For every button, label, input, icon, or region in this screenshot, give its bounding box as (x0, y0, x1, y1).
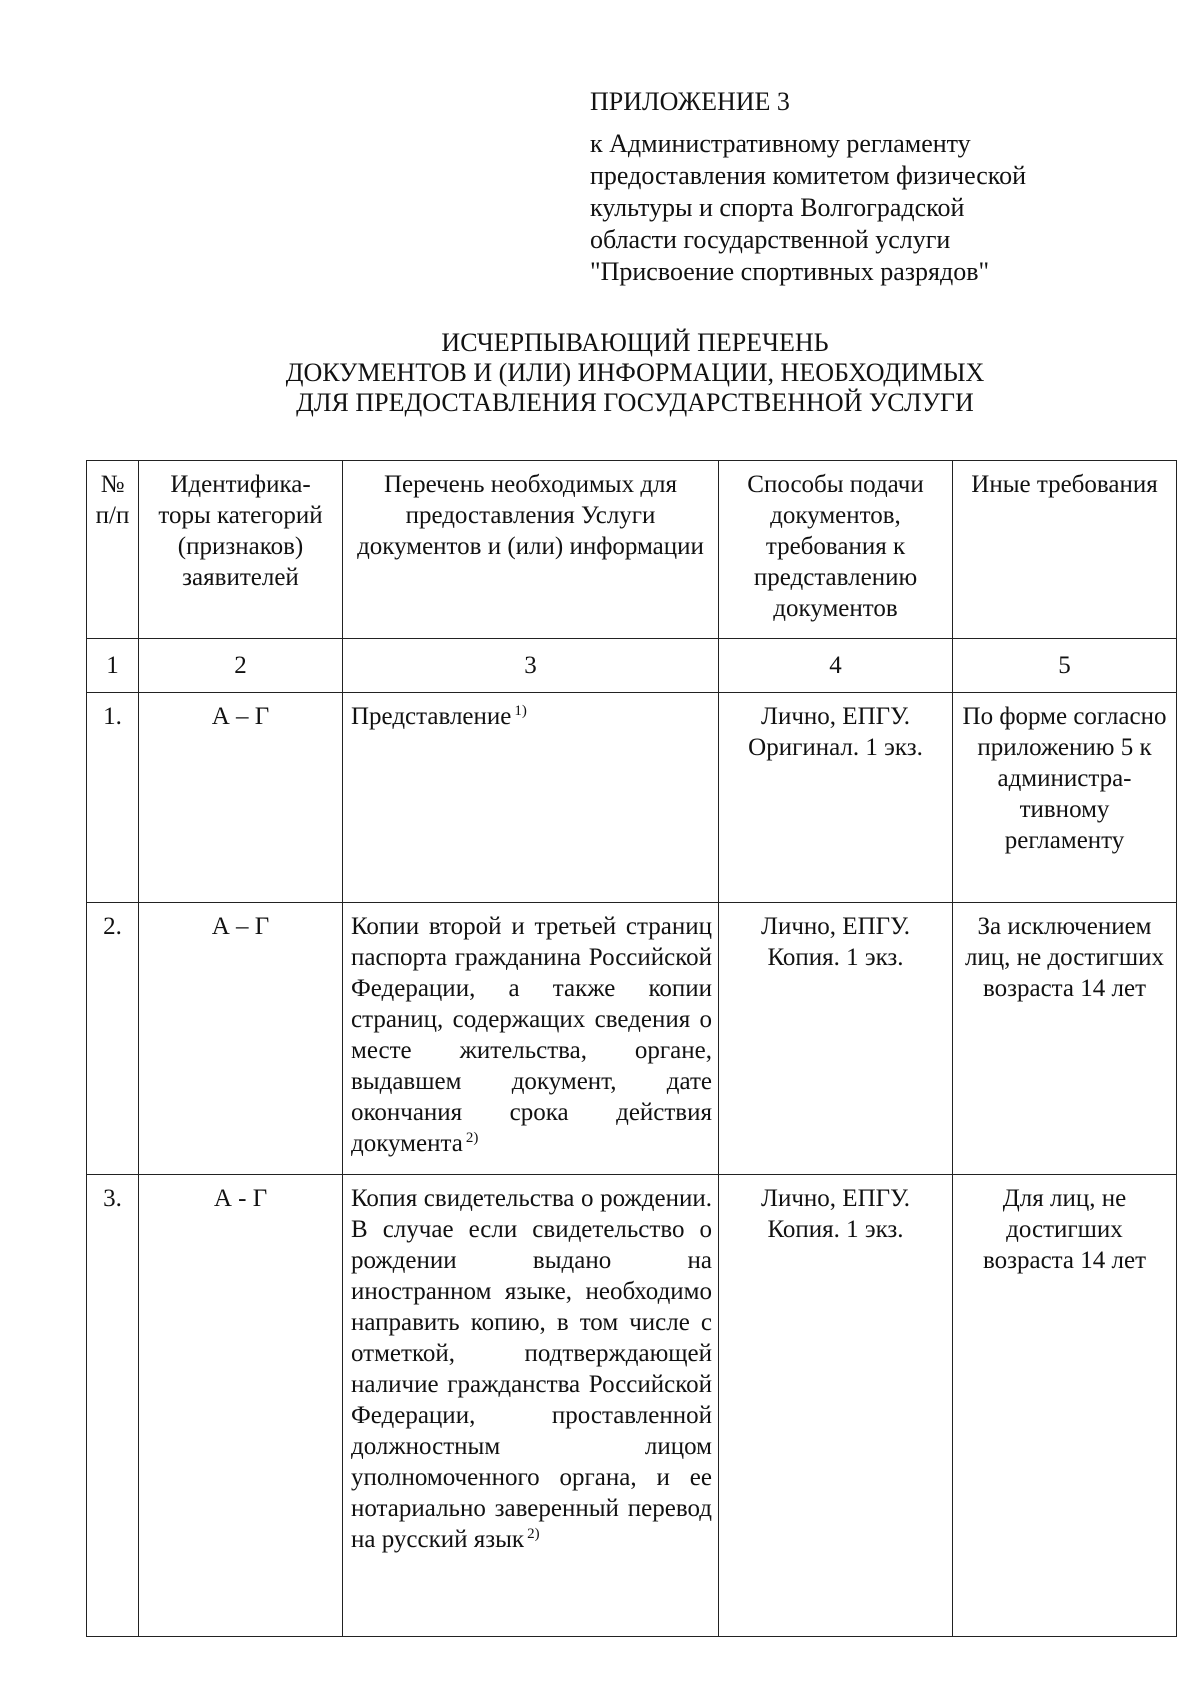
submission-method: Лично, ЕПГУ. Копия. 1 экз. (719, 903, 953, 1175)
table-header-row (87, 461, 1177, 639)
header-submission-method: Способы подачи документов, требования к представлению документов (719, 461, 953, 639)
header-other-requirements: Иные требования (953, 461, 1177, 639)
document-title (0, 328, 1200, 418)
header-applicant-category: Идентифика-торы категорий (признаков) заявителей (139, 461, 343, 639)
row-number: 3. (87, 1175, 139, 1637)
other-requirements: Для лиц, не достигших возраста 14 лет (953, 1175, 1177, 1637)
appendix-line: предоставления комитетом физической (590, 161, 1027, 190)
document-text: Представление (351, 703, 512, 730)
column-number: 3 (343, 639, 719, 693)
appendix-heading: ПРИЛОЖЕНИЕ 3 (590, 87, 790, 116)
applicant-category: А - Г (139, 1175, 343, 1637)
table-row (87, 903, 1177, 1175)
applicant-category: А – Г (139, 693, 343, 903)
title-line: ИСЧЕРПЫВАЮЩИЙ ПЕРЕЧЕНЬ (441, 328, 829, 357)
footnote-marker: 1) (514, 702, 527, 719)
document-text: Копия свидетельства о рождении. В случае если свидетельство о рождении выдано на иностранном языке, необходимо направить копию, в том числе с отметкой, подтверждающей наличие гражданства Российской Федерации, проставленной должностным лицом уполномоченного органа, и ее нотариально заверенный перевод на русский язык (351, 1185, 712, 1553)
header-document-list: Перечень необходимых для предоставления Услуги документов и (или) информации (343, 461, 719, 639)
appendix-line: области государственной услуги (590, 225, 951, 254)
applicant-category: А – Г (139, 903, 343, 1175)
column-number: 2 (139, 639, 343, 693)
header-number: № п/п (87, 461, 139, 639)
submission-method: Лично, ЕПГУ. Копия. 1 экз. (719, 1175, 953, 1637)
submission-method: Лично, ЕПГУ. Оригинал. 1 экз. (719, 693, 953, 903)
appendix-header (590, 86, 1150, 288)
document-text: Копии второй и третьей страниц паспорта гражданина Российской Федерации, а также копии страниц, содержащих сведения о месте жительства, органе, выдавшем документ, дате окончания срока действия документа (351, 913, 712, 1157)
document-cell (343, 903, 719, 1175)
other-requirements: По форме согласно приложению 5 к администра-тивному регламенту (953, 693, 1177, 903)
document-cell (343, 693, 719, 903)
document-cell (343, 1175, 719, 1637)
appendix-line: к Административному регламенту (590, 129, 971, 158)
row-number: 2. (87, 903, 139, 1175)
row-number: 1. (87, 693, 139, 903)
appendix-line: "Присвоение спортивных разрядов" (590, 257, 990, 286)
title-line: ДЛЯ ПРЕДОСТАВЛЕНИЯ ГОСУДАРСТВЕННОЙ УСЛУГИ (296, 388, 974, 417)
appendix-line: культуры и спорта Волгоградской (590, 193, 965, 222)
table-row (87, 693, 1177, 903)
column-number: 4 (719, 639, 953, 693)
footnote-marker: 2) (465, 1129, 479, 1146)
other-requirements: За исключением лиц, не достигших возраста 14 лет (953, 903, 1177, 1175)
column-number: 5 (953, 639, 1177, 693)
requirements-table (86, 460, 1177, 1637)
column-number-row (87, 639, 1177, 693)
column-number: 1 (87, 639, 139, 693)
title-line: ДОКУМЕНТОВ И (ИЛИ) ИНФОРМАЦИИ, НЕОБХОДИМЫХ (285, 358, 985, 387)
footnote-marker: 2) (527, 1525, 540, 1542)
table-row (87, 1175, 1177, 1637)
